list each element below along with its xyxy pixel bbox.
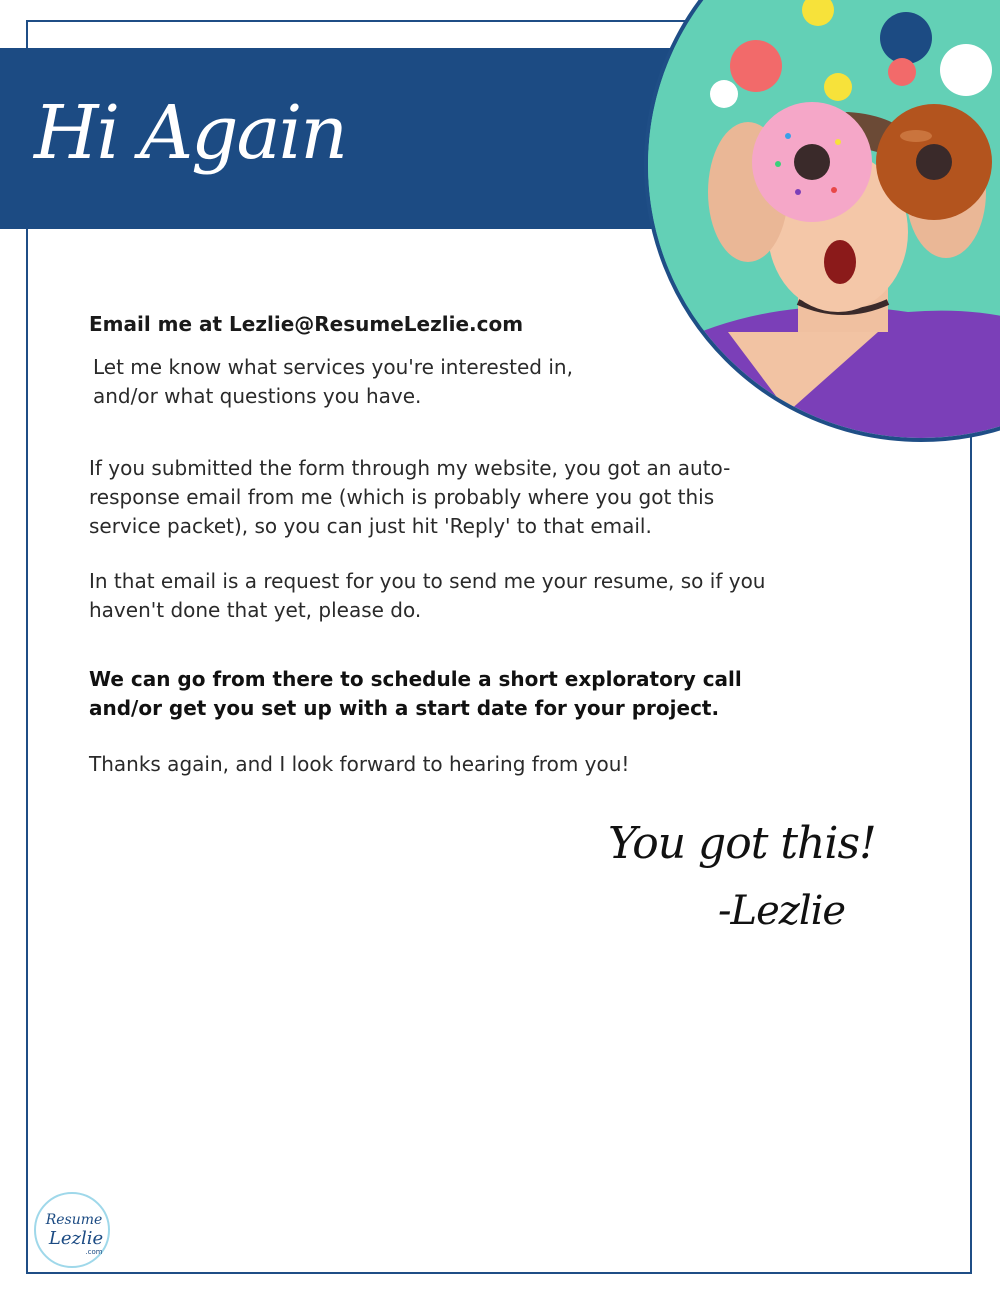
paragraph-3-line-1: We can go from there to schedule a short exploratory call: [89, 667, 742, 691]
logo-mark: [36, 1194, 112, 1270]
paragraph-1-line-1: If you submitted the form through my website, you got an auto-: [89, 456, 731, 480]
logo-line-1: Resume: [45, 1212, 103, 1228]
signature-name: -Lezlie: [718, 888, 846, 934]
contact-line-2: and/or what questions you have.: [93, 384, 422, 408]
header-banner: [0, 48, 740, 257]
paragraph-1-line-3: service packet), so you can just hit 'Reply' to that email.: [89, 514, 652, 538]
header-title: Hi Again: [34, 90, 346, 176]
paragraph-4: Thanks again, and I look forward to hearing from you!: [89, 752, 630, 776]
logo-line-3: .com: [85, 1248, 103, 1256]
header-subtitle: Wondering how to move forward?: [36, 225, 470, 257]
email-heading: Email me at Lezlie@ResumeLezlie.com: [89, 312, 524, 336]
contact-line-1: Let me know what services you're interested in,: [93, 355, 573, 379]
signature-tagline: You got this!: [608, 818, 876, 869]
paragraph-2-line-1: In that email is a request for you to send me your resume, so if you: [89, 569, 766, 593]
resume-lezlie-logo: [34, 1192, 110, 1268]
paragraph-1-line-2: response email from me (which is probably where you got this: [89, 485, 715, 509]
paragraph-2-line-2: haven't done that yet, please do.: [89, 598, 422, 622]
paragraph-3-line-2: and/or get you set up with a start date for your project.: [89, 696, 720, 720]
logo-line-2: Lezlie: [48, 1228, 104, 1249]
